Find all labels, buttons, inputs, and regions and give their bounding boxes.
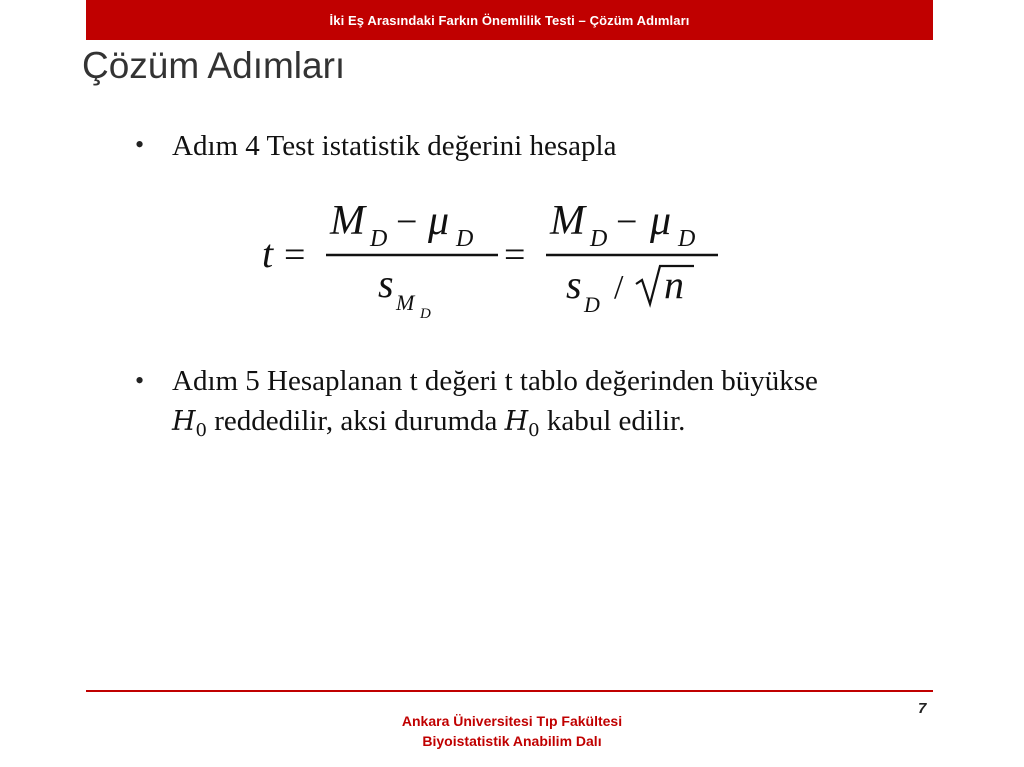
formula-num1-m: M xyxy=(330,198,365,244)
formula-equals-2: = xyxy=(504,234,526,276)
bullet-step-5-part1: Adım 5 Hesaplanan t değeri t tablo değerinden büyükse xyxy=(172,365,818,397)
h0-symbol: $H_0$ xyxy=(172,406,207,441)
page-number: 7 xyxy=(918,700,927,717)
formula-den2-n: n xyxy=(664,262,684,307)
formula-num2-m-sub: D xyxy=(590,226,608,252)
bullet-step-5-part3: kabul edilir. xyxy=(539,405,686,437)
header-banner xyxy=(86,0,933,40)
formula-num2-minus: − xyxy=(616,201,638,243)
footer-institution: Ankara Üniversitesi Tıp Fakültesi xyxy=(401,713,623,729)
formula-num1-m-sub: D xyxy=(370,226,388,252)
h0-symbol: $H_0$ xyxy=(504,406,540,441)
formula-num1-mu: μ xyxy=(428,198,450,244)
formula-num1-mu-sub: D xyxy=(456,226,474,252)
bullet-step-5-part2: reddedilir, aksi durumda xyxy=(207,405,505,437)
formula-num2-mu: μ xyxy=(650,198,672,244)
formula-den1-sub: M xyxy=(396,290,415,315)
footer-divider xyxy=(86,690,933,692)
formula-den1-s: s xyxy=(378,261,394,306)
t-statistic-formula xyxy=(258,192,728,327)
formula-num2-mu-sub: D xyxy=(678,226,696,252)
header-banner-text: İki Eş Arasındaki Farkın Önemlilik Testi – Çözüm Adımları xyxy=(329,12,690,28)
formula-den2-slash: / xyxy=(614,269,624,306)
page-title: Çözüm Adımları xyxy=(82,45,346,86)
formula-num1-minus: − xyxy=(396,201,418,243)
formula-den1-subsub: D xyxy=(420,306,431,322)
formula-lhs: t xyxy=(262,231,274,276)
formula-den2-s: s xyxy=(566,262,582,307)
formula-den2-sub: D xyxy=(584,292,600,317)
bullet-step-5 xyxy=(172,361,852,445)
bullet-marker: • xyxy=(135,366,145,395)
bullet-step-4: Adım 4 Test istatistik değerini hesapla xyxy=(172,130,617,162)
formula-num2-m: M xyxy=(550,198,585,244)
bullet-marker: • xyxy=(135,130,145,159)
formula-equals-1: = xyxy=(284,234,306,276)
footer-department: Biyoistatistik Anabilim Dalı xyxy=(422,733,602,749)
